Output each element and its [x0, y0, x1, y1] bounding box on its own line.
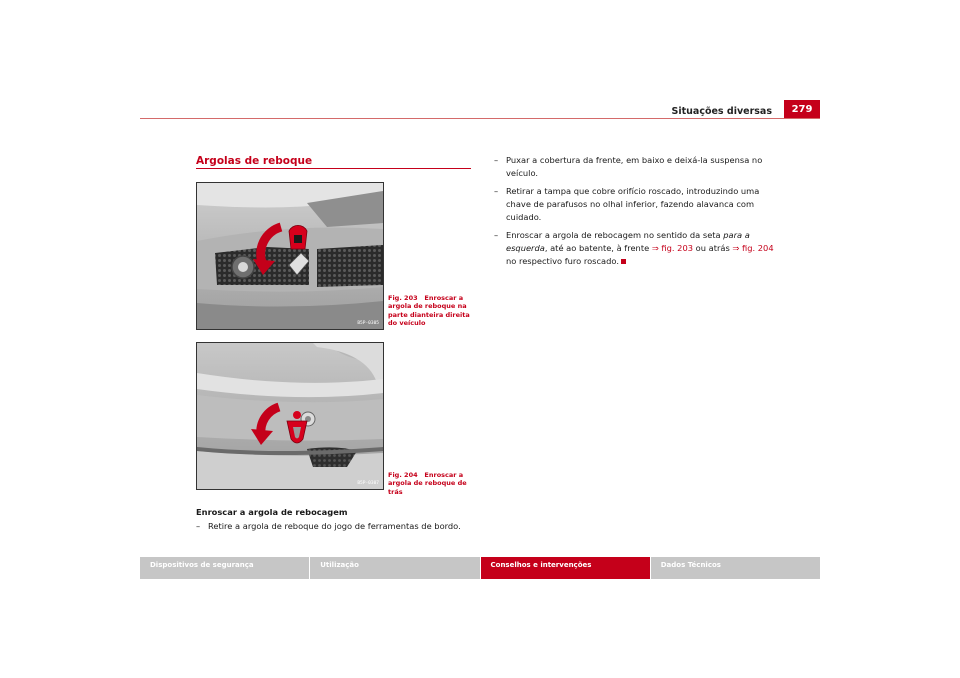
page-number: 279 [784, 100, 820, 119]
running-header-title: Situações diversas [671, 106, 772, 117]
footer-tab-utilizacao[interactable]: Utilização [310, 557, 479, 579]
figure-204-rear-bumper [196, 342, 384, 490]
end-of-section-mark [621, 259, 626, 264]
figure-203-link[interactable]: ⇒ fig. 203 [651, 242, 694, 253]
footer-tab-dados[interactable]: Dados Técnicos [651, 557, 820, 579]
instruction-step [494, 229, 774, 267]
figure-code: B5P-0307 [357, 481, 379, 486]
dash-bullet: – [494, 155, 499, 165]
footer-tab-dispositivos[interactable]: Dispositivos de segurança [140, 557, 309, 579]
section-rule [196, 168, 471, 169]
rear-bumper-illustration [197, 343, 383, 489]
step-text: Puxar a cobertura da frente, em baixo e deixá-la suspensa no veículo. [506, 155, 763, 178]
instruction-step [494, 154, 774, 180]
front-bumper-illustration [197, 183, 383, 329]
dash-bullet: – [494, 230, 499, 240]
step-text: Enroscar a argola de rebocagem no sentido da seta para a esquerda, até ao batente, à frente ⇒ fig. 203 ou atrás ⇒ fig. 204 no respectivo furo roscado. [506, 230, 774, 266]
figure-203-front-bumper [196, 182, 384, 330]
section-title: Argolas de reboque [196, 155, 313, 167]
figure-204-caption [388, 471, 476, 496]
emphasis: para a esquerda [506, 230, 750, 253]
step-text: Retirar a tampa que cobre orifício roscado, introduzindo uma chave de parafusos no olhal inferior, fazendo alavanca com cuidado. [506, 186, 760, 222]
dash-bullet: – [494, 186, 499, 196]
footer-tab-conselhos[interactable]: Conselhos e intervenções [481, 557, 650, 579]
header-rule [140, 118, 820, 119]
instruction-step [196, 520, 476, 533]
caption-text: Enroscar a argola de reboque de trás [388, 471, 467, 496]
caption-number: Fig. 203 [388, 294, 418, 302]
figure-204-link[interactable]: ⇒ fig. 204 [732, 242, 774, 253]
instruction-step [494, 185, 774, 223]
step-text: Retire a argola de reboque do jogo de ferramentas de bordo. [208, 521, 461, 531]
figure-203-caption [388, 294, 476, 327]
caption-text: Enroscar a argola de reboque na parte dianteira direita do veículo [388, 294, 470, 327]
subheading: Enroscar a argola de rebocagem [196, 507, 348, 517]
caption-number: Fig. 204 [388, 471, 418, 479]
footer-nav [140, 557, 820, 579]
dash-bullet: – [196, 521, 201, 531]
figure-code: B5P-0305 [357, 321, 379, 326]
